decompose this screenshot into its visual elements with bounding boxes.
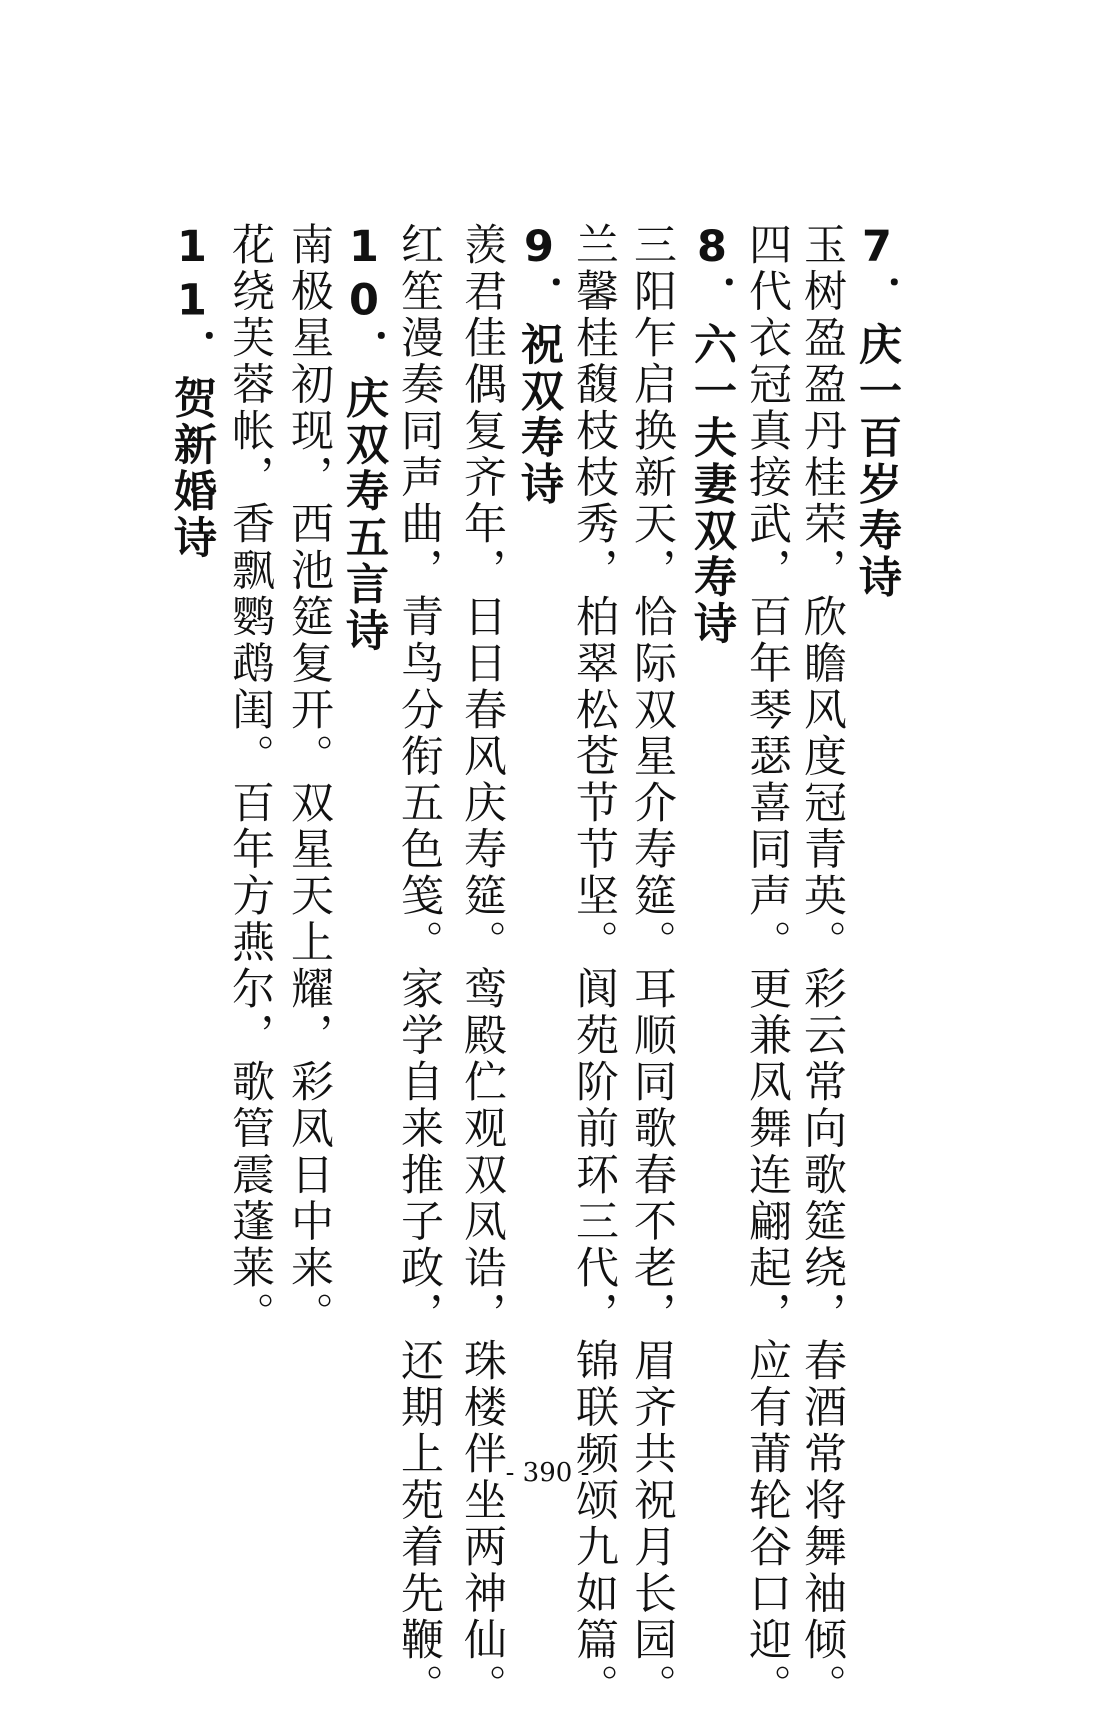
poem-line: 四代衣冠真接武，百年琴瑟喜同声。更兼凤舞连翩起，应有莆轮谷口迎。 [742, 222, 792, 1710]
poem-line: 南极星初现，西池筵复开。双星天上耀，彩凤日中来。 [284, 222, 334, 1338]
poem-title-9: 9．祝双寿诗 [514, 222, 564, 508]
poem-line: 兰馨桂馥枝枝秀，柏翠松苍节节坚。阆苑阶前环三代，锦联频颂九如篇。 [569, 222, 619, 1710]
poem-title-10: 10．庆双寿五言诗 [339, 222, 389, 655]
poem-title-8: 8．六一夫妻双寿诗 [687, 222, 737, 648]
poem-title-7: 7．庆一百岁寿诗 [852, 222, 902, 601]
poem-title-11: 11．贺新婚诗 [167, 222, 217, 562]
page-number: - 390 - [505, 1458, 590, 1488]
poem-line: 三阳乍启换新天，恰际双星介寿筵。耳顺同歌春不老，眉齐共祝月长园。 [627, 222, 677, 1710]
poem-line: 羡君佳偶复齐年，日日春风庆寿筵。鸾殿伫观双凤诰，珠楼伴坐两神仙。 [457, 222, 507, 1710]
poem-line: 玉树盈盈丹桂荣，欣瞻风度冠青英。彩云常向歌筵绕，春酒常将舞袖倾。 [797, 222, 847, 1710]
poem-line: 花绕芙蓉帐，香飘鹦鹉闺。百年方燕尔，歌管震蓬莱。 [225, 222, 275, 1338]
poem-line: 红笙漫奏同声曲，青鸟分衔五色笺。家学自来推子政，还期上苑着先鞭。 [394, 222, 444, 1710]
